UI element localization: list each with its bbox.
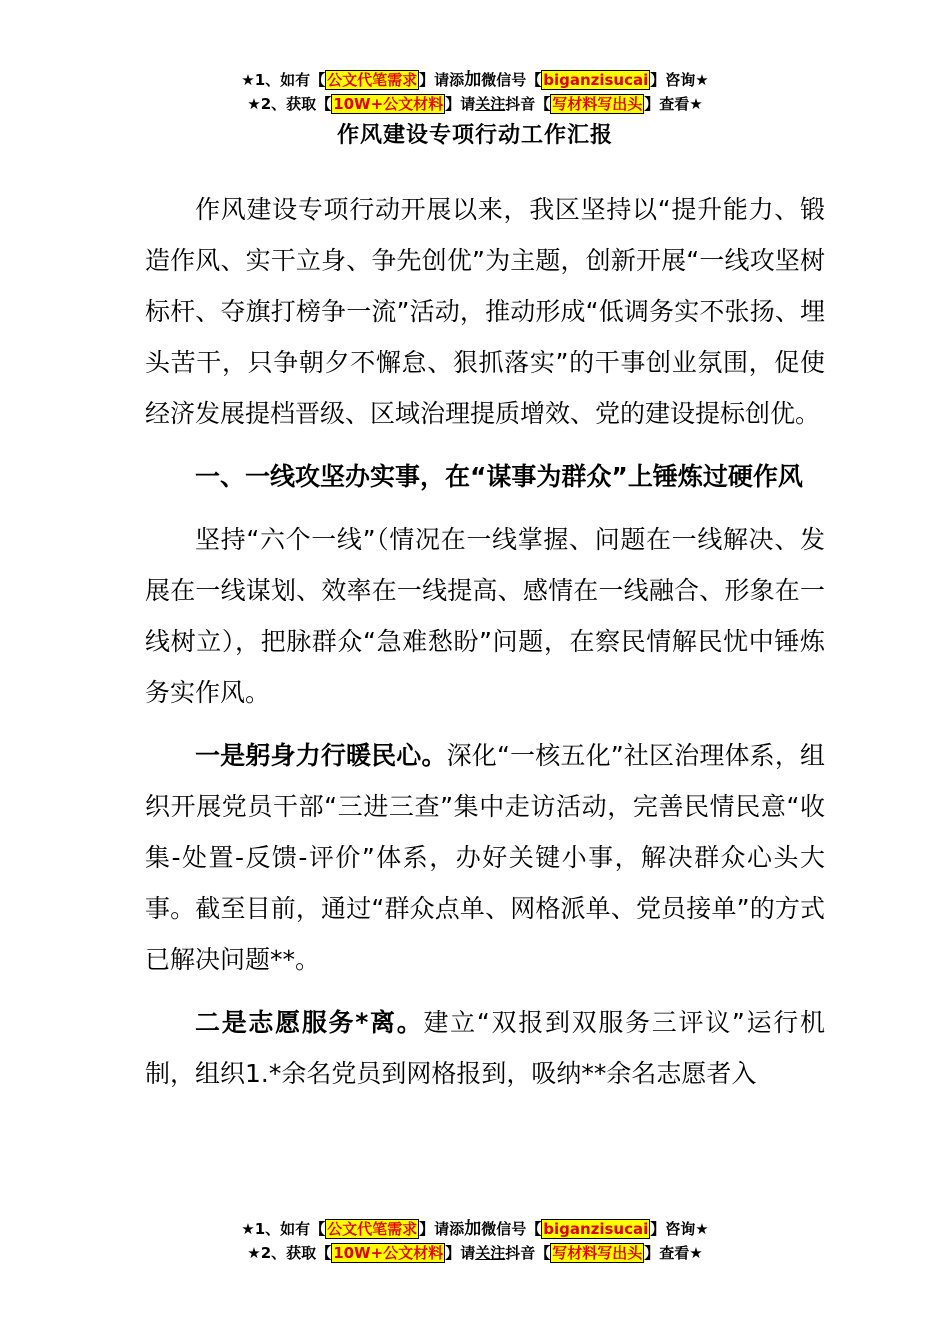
- ad-text: 】请添: [419, 1220, 465, 1238]
- ad-text: 加: [464, 1219, 482, 1239]
- paragraph-intro: 作风建设专项行动开展以来，我区坚持以“提升能力、锻造作风、实干立身、争先创优”为主题，创新开展“一线攻坚树标杆、夺旗打榜争一流”活动，推动形成“低调务实不张扬、埋头苦干，只争朝夕不懈怠、狠抓落实”的干事创业氛围，促使经济发展提档晋级、区域治理提质增效、党的建设提标创优。: [145, 195, 825, 428]
- ad-highlight: 公文代笔需求: [327, 1220, 418, 1238]
- ad-text-underlined: 关注: [475, 1244, 506, 1262]
- ad-highlight-douyin: 写材料写出头: [552, 1244, 643, 1262]
- footer-ad-line-1: [0, 1217, 950, 1241]
- ad-text: 】请: [445, 1244, 476, 1262]
- ad-text: 】查看★: [644, 95, 703, 113]
- ad-highlight-wechat: biganzisucai: [543, 1220, 649, 1238]
- point-2-lead: 二是志愿服务*离。: [195, 1008, 424, 1037]
- document-body: [145, 184, 825, 1099]
- ad-text: 抖音【: [505, 95, 551, 113]
- ad-highlight: 10W+公文材料: [333, 1244, 444, 1262]
- ad-text: 】咨询★: [650, 71, 709, 89]
- ad-text: 】请: [445, 95, 476, 113]
- paragraph-six-frontlines: 坚持“六个一线”（情况在一线掌握、问题在一线解决、发展在一线谋划、效率在一线提高、感情在一线融合、形象在一线树立），把脉群众“急难愁盼”问题，在察民情解民忧中锤炼务实作风。: [145, 525, 825, 707]
- ad-highlight: 10W+公文材料: [333, 95, 444, 113]
- ad-text: ★1、如有【: [241, 1220, 326, 1238]
- point-1-lead: 一是躬身力行暖民心。: [195, 741, 447, 770]
- footer-ad-line-2: [0, 1241, 950, 1265]
- header-ad: [0, 68, 950, 116]
- ad-text-underlined: 关注: [475, 95, 506, 113]
- ad-text: 微信号【: [481, 1220, 542, 1238]
- ad-text: ★2、获取【: [247, 95, 332, 113]
- ad-text: 】查看★: [644, 1244, 703, 1262]
- document-title: 作风建设专项行动工作汇报: [336, 123, 613, 148]
- paragraph-point-1: [145, 730, 825, 985]
- ad-highlight-douyin: 写材料写出头: [552, 95, 643, 113]
- point-1-text: 深化“一核五化”社区治理体系，组织开展党员干部“三进三查”集中走访活动，完善民情民意“收集-处置-反馈-评价”体系，办好关键小事，解决群众心头大事。截至目前，通过“群众点单、网格派单、党员接单”的方式已解决问题**。: [145, 741, 825, 974]
- paragraph-point-2: [145, 997, 825, 1099]
- footer-ad: [0, 1217, 950, 1265]
- ad-text: 】咨询★: [650, 1220, 709, 1238]
- header-ad-line-2: [0, 92, 950, 116]
- section-heading-1: 一、一线攻坚办实事，在“谋事为群众”上锤炼过硬作风: [195, 462, 803, 491]
- ad-text: ★2、获取【: [247, 1244, 332, 1262]
- ad-highlight-wechat: biganzisucai: [543, 71, 649, 89]
- ad-text: 加: [464, 70, 482, 90]
- header-ad-line-1: [0, 68, 950, 92]
- ad-highlight: 公文代笔需求: [327, 71, 418, 89]
- ad-text: 】请添: [419, 71, 465, 89]
- ad-text: 微信号【: [481, 71, 542, 89]
- ad-text: 抖音【: [505, 1244, 551, 1262]
- ad-text: ★1、如有【: [241, 71, 326, 89]
- point-2-text: 建立“双报到双服务三评议”运行机制，组织1.*余名党员到网格报到，吸纳**余名志愿者入: [145, 1008, 826, 1088]
